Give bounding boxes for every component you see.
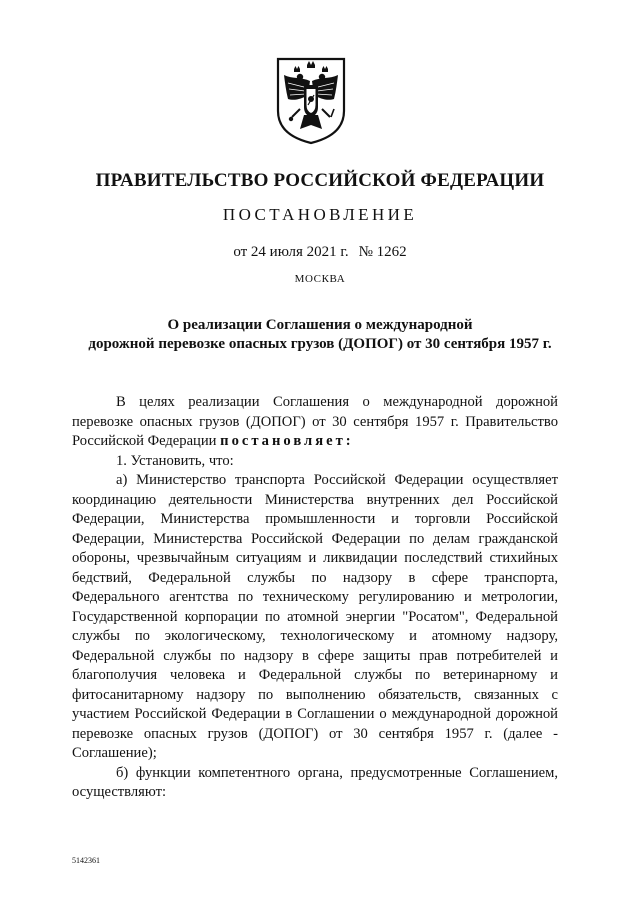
footer-code: 5142361 [72,856,100,865]
intro-text: В целях реализации Соглашения о международной дорожной перевозке опасных грузов (ДОПОГ) от 30 сентября 1957 г. Правительство Российской Федерации [72,394,558,449]
city: МОСКВА [294,273,346,285]
document-title [0,316,640,354]
item-a: а) Министерство транспорта Российской Федерации осуществляет координацию деятельности Министерства внутренних дел Российской Федерации, Министерства промышленности и торговли Российской Федерации, Министерства Российской Федерации по делам гражданской обороны, чрезвычайным ситуациям и ликвидации последствий стихийных бедствий, Федеральной службы по надзору в сфере транспорта, Федерального агентства по техническому регулированию и метрологии, Государственной корпорации по атомной энергии "Росатом", Федеральной службы по экологическому, технологическому и атомному надзору, Федеральной службы по надзору в сфере защиты прав потребителей и благополучия человека и Федеральной службы по ветеринарному и фитосанитарному надзору по выполнению обязательств, связанных с участием Российской Федерации в Соглашении о международной дорожной перевозке опасных грузов (ДОПОГ) от 30 сентября 1957 г. (далее - Соглашение); [72,472,558,761]
title-line-2: дорожной перевозке опасных грузов (ДОПОГ) от 30 сентября 1957 г. [88,336,552,352]
document-number: № 1262 [358,244,407,260]
title-line-1: О реализации Соглашения о международной [167,317,473,333]
intro-paragraph [72,393,558,452]
government-name: ПРАВИТЕЛЬСТВО РОССИЙСКОЙ ФЕДЕРАЦИИ [95,170,545,191]
item-1: 1. Установить, что: [116,452,234,469]
document-type: ПОСТАНОВЛЕНИЕ [222,205,418,224]
date-line [0,244,640,261]
coat-of-arms-icon [274,55,348,145]
resolves-word: постановляет: [220,433,354,449]
document-body [72,393,558,803]
document-date: от 24 июля 2021 г. [233,244,349,260]
item-b: б) функции компетентного органа, предусмотренные Соглашением, осуществляют: [72,764,558,800]
